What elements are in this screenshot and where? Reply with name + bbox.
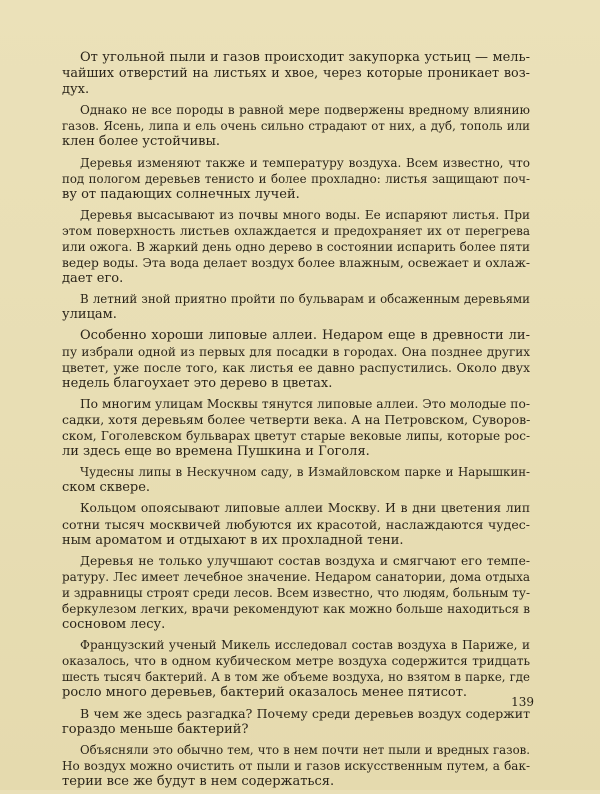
paragraph — [62, 50, 530, 98]
paragraph — [62, 742, 530, 790]
text-line: Объясняли это обычно тем, что в нем почти нет пыли и вредных газов. — [80, 742, 530, 757]
text-line: Но воздух можно очистить от пыли и газов искусственным путем, а бак- — [62, 758, 530, 773]
text-line: сосновом лесу. — [62, 617, 166, 633]
text-line: клен более устойчивы. — [62, 134, 220, 150]
text-line: ратуру. Лес имеет лечебное значение. Недаром санатории, дома отдыха — [62, 569, 530, 584]
text-line: Чудесны липы в Нескучном саду, в Измайловском парке и Нарышкин- — [80, 465, 530, 480]
text-line: ли здесь еще во времена Пушкина и Гоголя. — [62, 444, 370, 460]
text-line: Деревья не только улучшают состав воздуха и смягчают его темпе- — [80, 553, 530, 568]
text-line: сотни тысяч москвичей любуются их красотой, наслаждаются чудес- — [62, 516, 530, 532]
text-line: ском, Гоголевском бульварах цветут старые вековые липы, которые рос- — [62, 429, 530, 444]
text-line: пу избрали одной из первых для посадки в городах. Она позднее других — [62, 344, 530, 359]
text-line: Кольцом опоясывают липовые аллеи Москву. И в дни цветения лип — [80, 501, 530, 516]
text-line: Деревья высасывают из почвы много воды. Ее испаряют листья. При — [80, 207, 530, 222]
text-line: или ожога. В жаркий день одно дерево в состоянии испарить более пяти — [62, 240, 530, 255]
text-line: Французский ученый Микель исследовал состав воздуха в Париже, и — [80, 638, 530, 653]
text-line: садки, хотя деревьям более четверти века. А на Петровском, Суворов- — [62, 411, 531, 427]
paragraph — [62, 706, 530, 738]
paragraph — [62, 207, 530, 287]
page-number: 139 — [511, 695, 534, 709]
text-line: улицам. — [62, 307, 117, 323]
text-line: В летний зной приятно пройти по бульварам и обсаженным деревьями — [80, 292, 530, 307]
paragraph — [62, 155, 530, 203]
text-line: под пологом деревьев тенисто и более прохладно: листья защищают поч- — [62, 171, 530, 186]
paragraph — [62, 396, 530, 460]
text-line: дает его. — [62, 271, 124, 287]
text-line: этом поверхность листьев охлаждается и предохраняет их от перегрева — [62, 223, 530, 238]
text-line: газов. Ясень, липа и ель очень сильно страдают от них, а дуб, тополь или — [62, 119, 530, 134]
text-line: По многим улицам Москвы тянутся липовые аллеи. Это молодые по- — [80, 396, 530, 411]
text-line: Деревья изменяют также и температуру воздуха. Всем известно, что — [80, 155, 530, 170]
text-line: цветет, уже после того, как листья ее давно распустились. Около двух — [62, 360, 530, 375]
text-line: шесть тысяч бактерий. А в том же объеме воздуха, но взятом в парке, где — [62, 670, 530, 685]
paragraph — [62, 637, 530, 701]
text-line: Особенно хороши липовые аллеи. Недаром еще в древности ли- — [80, 327, 530, 343]
text-line: росло много деревьев, бактерий оказалось менее пятисот. — [62, 685, 468, 701]
text-line: недель благоухает это дерево в цветах. — [62, 375, 333, 391]
text-line: беркулезом легких, врачи рекомендуют как можно больше находиться в — [62, 602, 530, 616]
text-line: терии все же будут в нем содержаться. — [62, 773, 335, 789]
text-line: чайших отверстий на листьях и хвое, через которые проникает воз- — [62, 66, 530, 82]
text-line: ском сквере. — [62, 480, 151, 496]
paragraph — [62, 328, 530, 392]
paragraph — [62, 464, 530, 496]
text-line: оказалось, что в одном кубическом метре воздуха содержится тридцать — [62, 654, 530, 669]
text-line: гораздо меньше бактерий? — [62, 721, 249, 737]
text-line: ведер воды. Эта вода делает воздух более влажным, освежает и охлаж- — [62, 256, 530, 271]
text-line: В чем же здесь разгадка? Почему среди деревьев воздух содержит — [80, 705, 530, 721]
paragraph — [62, 291, 530, 323]
paragraph — [62, 500, 530, 548]
text-line: ным ароматом и отдыхают в их прохладной тени. — [62, 532, 404, 548]
paragraph — [62, 102, 530, 150]
text-line: ву от падающих солнечных лучей. — [62, 186, 300, 202]
text-line: и здравницы строят среди лесов. Всем известно, что людям, больным ту- — [62, 585, 530, 600]
paragraph — [62, 553, 530, 633]
text-line: дух. — [62, 82, 90, 98]
body-text — [62, 50, 530, 794]
text-line: От угольной пыли и газов происходит закупорка устьиц — мель- — [80, 50, 530, 65]
text-line: Однако не все породы в равной мере подвержены вредному влиянию — [80, 103, 530, 118]
